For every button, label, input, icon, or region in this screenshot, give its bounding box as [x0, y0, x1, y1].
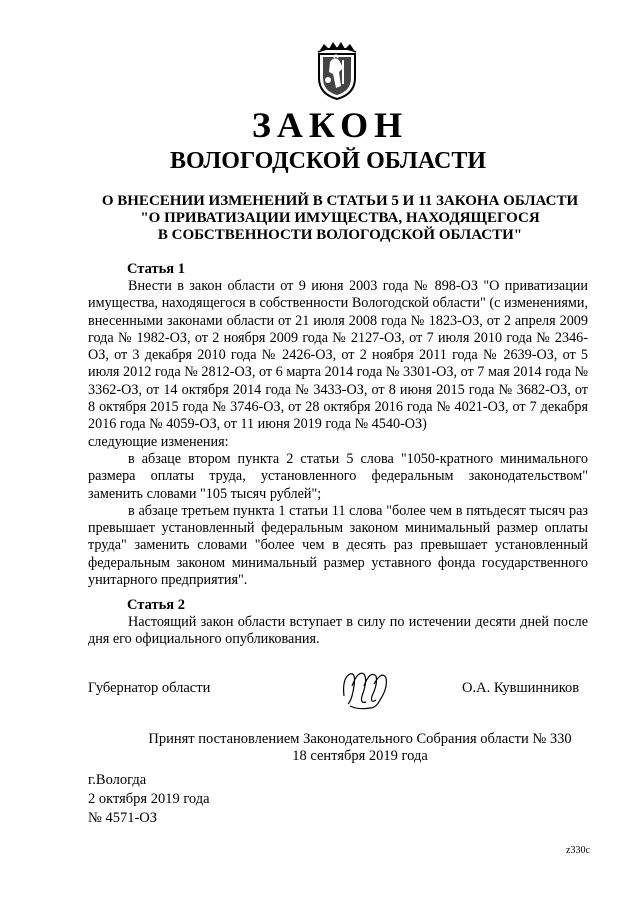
place-date-block: [88, 771, 210, 828]
article-1-intro: Внести в закон области от 9 июня 2003 года № 898-ОЗ "О приватизации имущества, находящегося в собственности Вологодской области" (с изменениями, внесенными законами области от 21 июля 2008 года № 1823-ОЗ, от 2 апреля 2009 года № 1982-ОЗ, от 2 ноября 2009 года № 2127-ОЗ, от 7 июля 2010 года № 2346-ОЗ, от 3 декабря 2010 года № 2426-ОЗ, от 2 ноября 2011 года № 2639-ОЗ, от 5 июля 2012 года № 2812-ОЗ, от 6 марта 2014 года № 3301-ОЗ, от 7 мая 2014 года № 3362-ОЗ, от 14 октября 2014 года № 3433-ОЗ, от 8 июня 2015 года № 3682-ОЗ, от 8 октября 2015 года № 3746-ОЗ, от 28 октября 2016 года № 4021-ОЗ, от 7 декабря 2016 года № 4059-ОЗ, от 11 июня 2019 года № 4540-ОЗ): [88, 278, 588, 433]
article-1-item-1: в абзаце втором пункта 2 статьи 5 слова "1050-кратного минимального размера оплаты труда, установленного федеральным законодательством" заменить словами "105 тысяч рублей";: [88, 450, 588, 502]
governor-name: О.А. Кувшинников: [462, 680, 580, 696]
signing-date: 2 октября 2019 года: [88, 791, 210, 807]
region-title: ВОЛОГОДСКОЙ ОБЛАСТИ: [169, 148, 487, 174]
law-heading-line: "О ПРИВАТИЗАЦИИ ИМУЩЕСТВА, НАХОДЯЩЕГОСЯ: [140, 210, 540, 226]
article-1-title: Статья 1: [127, 261, 185, 277]
document-type-title: ЗАКОН: [251, 105, 409, 145]
law-heading-line: В СОБСТВЕННОСТИ ВОЛОГОДСКОЙ ОБЛАСТИ": [157, 227, 523, 243]
adoption-date: 18 сентября 2019 года: [292, 748, 428, 764]
article-2-title: Статья 2: [127, 597, 185, 613]
article-2-body: [88, 614, 588, 649]
adoption-line: Принят постановлением Законодательного Собрания области № 330: [148, 731, 572, 747]
law-heading-line: О ВНЕСЕНИИ ИЗМЕНЕНИЙ В СТАТЬИ 5 И 11 ЗАКОНА ОБЛАСТИ: [101, 193, 579, 209]
law-heading: [80, 193, 600, 244]
adoption-info: [100, 731, 620, 765]
city: г.Вологда: [88, 772, 147, 788]
law-number: № 4571-ОЗ: [88, 810, 158, 826]
article-1-intro-end: следующие изменения:: [88, 433, 229, 450]
article-2-text: Настоящий закон области вступает в силу по истечении десяти дней после дня его официального опубликования.: [88, 614, 588, 648]
signature-icon: [340, 666, 392, 712]
article-1-body: [88, 278, 588, 589]
document-code: z330c: [566, 845, 590, 856]
vologda-coat-of-arms-icon: [312, 42, 362, 100]
governor-label: Губернатор области: [88, 680, 211, 696]
article-1-item-2: в абзаце третьем пункта 1 статьи 11 слова "более чем в пятьдесят тысяч раз превышает установленный федеральным законом минимальный размер оплаты труда" заменить словами "более чем в десять раз превышает установленный федеральным законом минимальный размер уставного фонда государственного унитарного предприятия".: [88, 502, 588, 589]
